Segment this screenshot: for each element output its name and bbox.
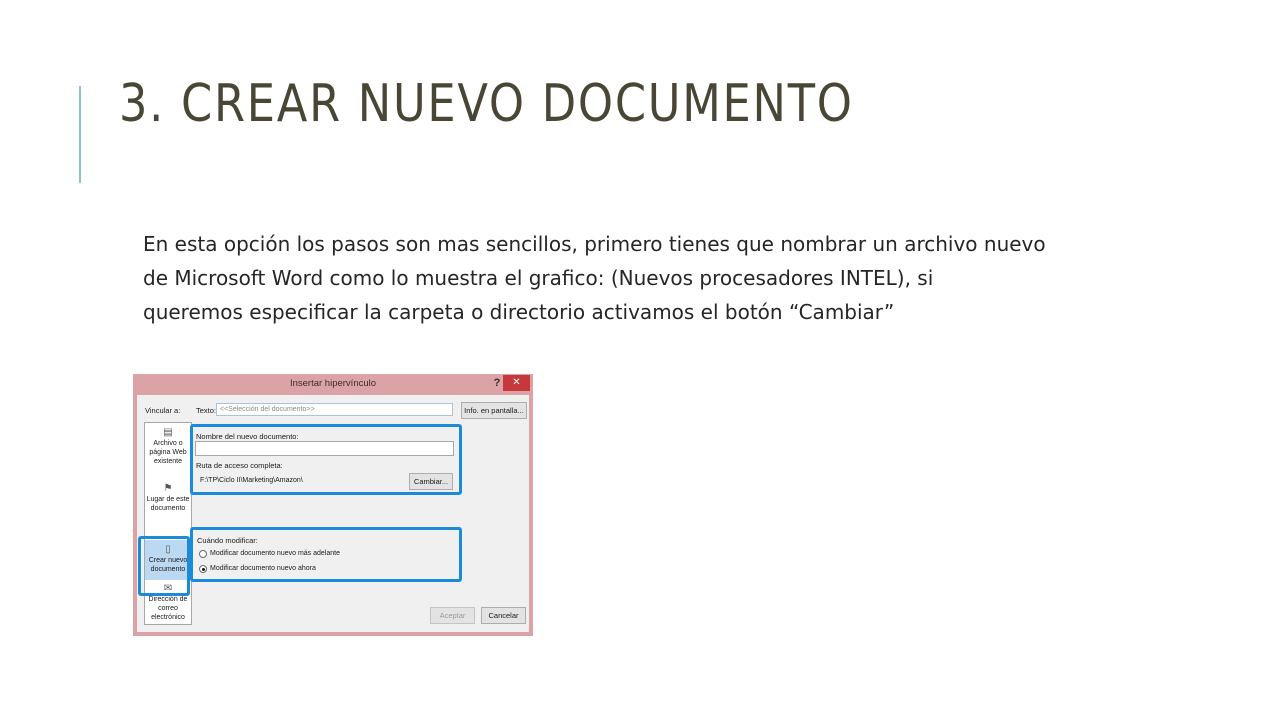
help-icon[interactable]: ? [493,377,501,389]
body-line-3: queremos especificar la carpeta o directorio activamos el botón “Cambiar” [143,300,895,324]
edit-later-label: Modificar documento nuevo más adelante [210,550,340,557]
accent-bar [79,86,81,183]
text-to-display-input[interactable]: <<Selección del documento>> [216,403,453,416]
when-to-edit-label: Cuándo modificar: [197,536,258,545]
insert-hyperlink-dialog-screenshot [133,374,533,636]
selected-item-highlight [138,536,190,596]
nav-item-existing-file[interactable] [145,427,191,466]
body-line-2: de Microsoft Word como lo muestra el grafico: (Nuevos procesadores INTEL), si [143,266,934,290]
change-button[interactable]: Cambiar... [409,473,453,490]
text-label: Texto: [196,406,217,415]
cancel-button[interactable]: Cancelar [481,607,526,624]
screen-tip-button[interactable]: Info. en pantalla... [461,402,527,419]
nav-item-label: Lugar de este documento [146,496,190,512]
nav-item-label: Archivo o página Web existente [149,440,187,465]
close-icon[interactable]: ✕ [503,375,530,391]
nav-item-label: Crear nuevo documento [148,557,188,573]
full-path-label: Ruta de acceso completa: [196,461,283,470]
edit-later-radio[interactable] [199,550,207,558]
slide-title: 3. CREAR NUEVO DOCUMENTO [119,74,854,134]
place-in-document-icon: ⚑ [163,483,173,494]
nav-item-place-in-document[interactable] [145,483,191,513]
accept-button[interactable]: Aceptar [430,607,475,624]
nav-item-label: Dirección de correo electrónico [148,596,188,621]
new-document-icon: ▯ [165,544,171,555]
body-paragraph [143,227,1203,329]
dialog-titlebar [133,374,533,395]
dialog-title: Insertar hipervínculo [289,378,377,389]
link-to-label: Vincular a: [145,406,181,415]
edit-now-label: Modificar documento nuevo ahora [210,565,316,572]
new-document-name-label: Nombre del nuevo documento: [196,432,299,441]
email-icon: ✉ [163,583,173,594]
web-page-icon: ▤ [163,427,173,438]
new-document-name-input[interactable] [195,441,454,456]
full-path-value: F:\TP\Ciclo II\Marketing\Amazon\ [200,477,303,484]
dialog-body [137,395,529,632]
edit-now-radio[interactable] [199,565,207,573]
body-line-1: En esta opción los pasos son mas sencillos, primero tienes que nombrar un archivo nuevo [143,232,1046,256]
